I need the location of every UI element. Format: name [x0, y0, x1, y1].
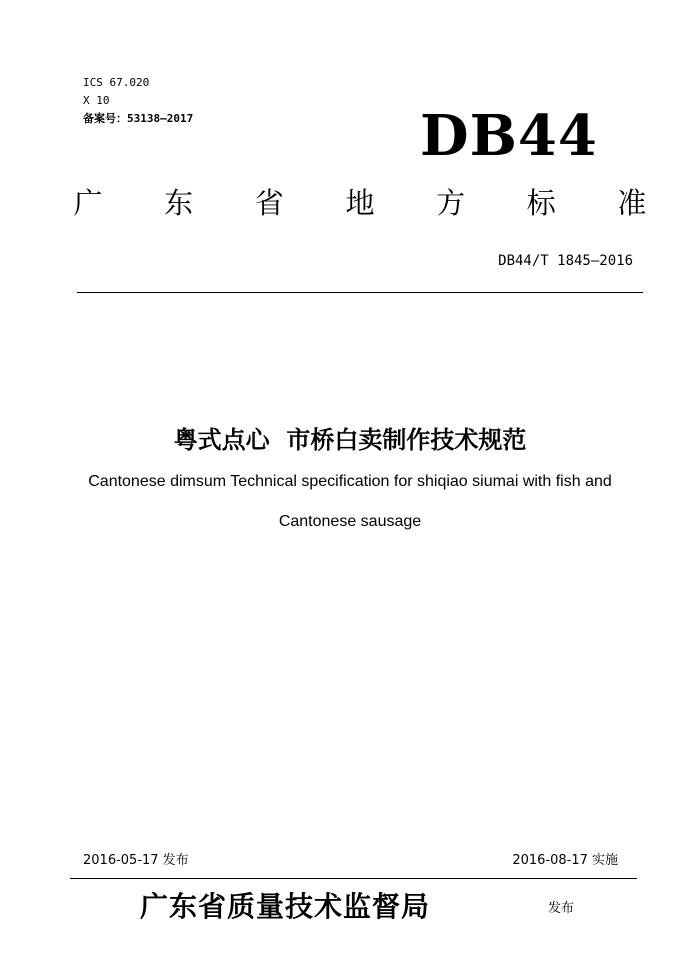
footer-divider	[70, 878, 637, 879]
standard-code: DB44	[420, 103, 598, 169]
publish-date: 2016-05-17 发布	[83, 853, 189, 868]
chinese-title: 粤式点心 市桥白卖制作技术规范	[173, 426, 527, 454]
issuing-authority: 广东省质量技术监督局	[140, 890, 431, 923]
record-number: 备案号：53138—2017	[83, 112, 194, 125]
standard-type-char: 地	[345, 186, 375, 220]
english-title-line-1: Cantonese dimsum Technical specification for shiqiao siumai with fish and	[88, 473, 612, 490]
standard-type-char: 广	[73, 186, 103, 220]
classification-code: X 10	[83, 94, 110, 107]
header-divider	[77, 292, 643, 293]
document-number: DB44/T 1845—2016	[498, 253, 633, 269]
ics-code: ICS 67.020	[83, 76, 150, 89]
standard-type-char: 方	[436, 186, 466, 220]
standard-type-title	[70, 185, 650, 221]
issued-label: 发布	[548, 901, 575, 916]
standard-type-char: 标	[526, 186, 556, 220]
english-title-line-2: Cantonese sausage	[278, 513, 422, 530]
standard-type-char: 东	[164, 186, 194, 220]
implement-date: 2016-08-17 实施	[512, 853, 618, 868]
standard-type-char: 省	[254, 186, 284, 220]
standard-type-char: 准	[617, 186, 647, 220]
